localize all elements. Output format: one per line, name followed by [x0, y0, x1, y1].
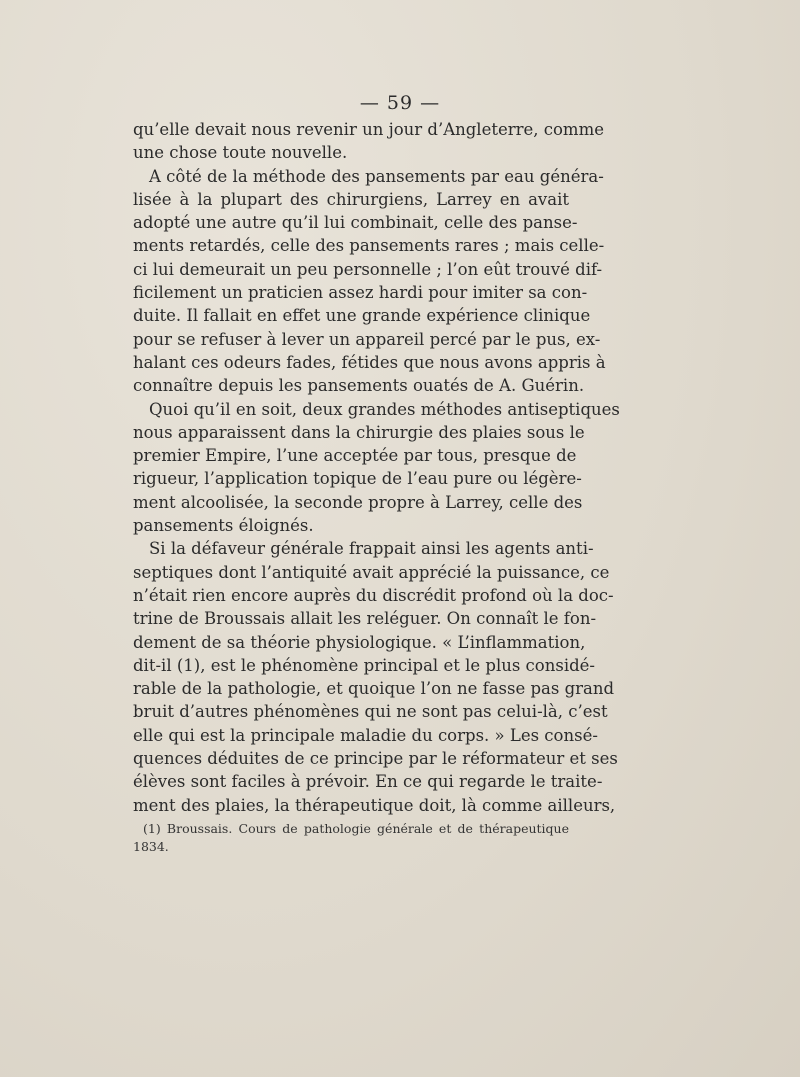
text-line: Quoi qu’il en soit, deux grandes méthodes antiseptiques	[149, 399, 620, 419]
text-line: dement de sa théorie physiologique. « L’inflammation,	[133, 632, 586, 652]
text-line: ci lui demeurait un peu personnelle ; l’on eût trouvé dif-	[133, 259, 603, 279]
text-line: nous apparaissent dans la chirurgie des plaies sous le	[133, 422, 585, 442]
text-line: qu’elle devait nous revenir un jour d’Angleterre, comme	[133, 120, 604, 139]
text-line: pansements éloignés.	[133, 516, 314, 536]
footnote-line: 1834.	[133, 839, 169, 854]
text-line: rigueur, l’application topique de l’eau pure ou légère-	[133, 469, 582, 489]
page-number: — 59 —	[359, 92, 441, 114]
text-line: n’était rien encore auprès du discrédit profond où la doc-	[133, 585, 614, 605]
text-line: quences déduites de ce principe par le réformateur et ses	[133, 749, 618, 769]
text-line: A côté de la méthode des pansements par eau généra-	[149, 166, 604, 186]
text-line: trine de Broussais allait les reléguer. On connaît le fon-	[133, 609, 597, 629]
footnote-line: (1) Broussais. Cours de pathologie générale et de thérapeutique	[143, 821, 569, 836]
text-line: ficilement un praticien assez hardi pour imiter sa con-	[133, 283, 588, 303]
body-text	[133, 118, 620, 817]
text-line: connaître depuis les pansements ouatés de A. Guérin.	[133, 376, 585, 396]
text-line: ment alcoolisée, la seconde propre à Larrey, celle des	[133, 492, 583, 512]
text-line: elle qui est la principale maladie du corps. » Les consé-	[133, 725, 598, 745]
text-line: ment des plaies, la thérapeutique doit, là comme ailleurs,	[133, 795, 616, 815]
text-line: dit-il (1), est le phénomène principal et le plus considé-	[133, 655, 596, 675]
text-line: duite. Il fallait en effet une grande expérience clinique	[133, 306, 591, 326]
text-line: halant ces odeurs fades, fétides que nous avons appris à	[133, 352, 606, 372]
text-line: septiques dont l’antiquité avait apprécié la puissance, ce	[133, 562, 610, 582]
text-line: premier Empire, l’une acceptée par tous, presque de	[133, 446, 577, 466]
text-line: Si la défaveur générale frappait ainsi les agents anti-	[149, 539, 594, 559]
text-line: une chose toute nouvelle.	[133, 143, 348, 163]
footnote	[133, 820, 569, 856]
text-line: ments retardés, celle des pansements rares ; mais celle-	[133, 236, 605, 256]
text-line: rable de la pathologie, et quoique l’on ne fasse pas grand	[133, 679, 615, 699]
text-line: bruit d’autres phénomènes qui ne sont pas celui-là, c’est	[133, 702, 608, 722]
text-line: adopté une autre qu’il lui combinait, celle des panse-	[133, 213, 578, 233]
text-line: élèves sont faciles à prévoir. En ce qui regarde le traite-	[133, 772, 603, 792]
text-line: pour se refuser à lever un appareil percé par le pus, ex-	[133, 329, 601, 349]
text-line: lisée à la plupart des chirurgiens, Larrey en avait	[133, 189, 569, 209]
